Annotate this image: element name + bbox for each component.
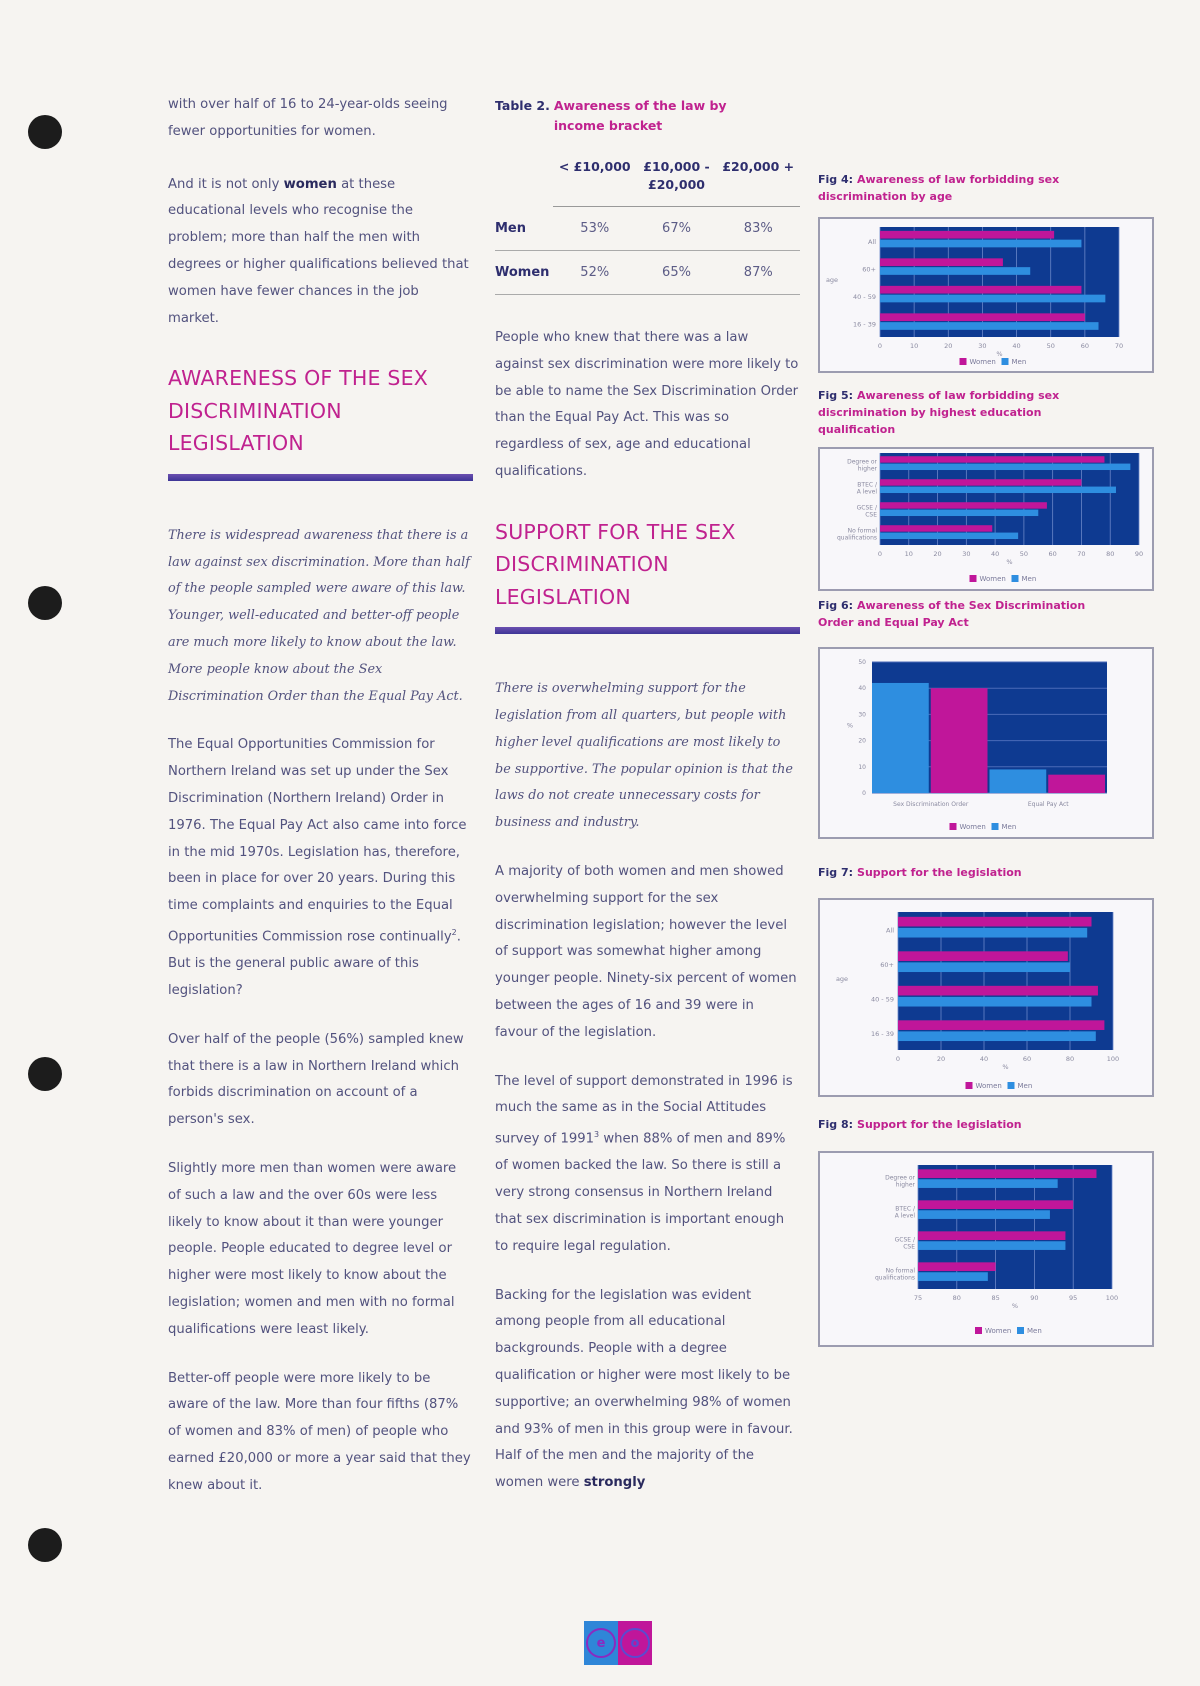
y-tick-label: 10 — [858, 763, 866, 771]
text: Backing for the legislation was evident among people from all educational backgrounds. People with a degree qualification or higher were most likely to be supportive; an overwhelming 98% of women and 93% of men in this group were in favour. Half of the men and the majority of the women were — [495, 1287, 793, 1491]
text: at these educational levels who recognise the problem; more than half the men with degrees or higher qualifications believed that women have fewer chances in the job market. — [168, 176, 469, 326]
x-tick-label: 40 — [990, 550, 1000, 558]
bar-men — [880, 295, 1105, 303]
paragraph: Over half of the people (56%) sampled knew that there is a law in Northern Ireland which forbids discrimination on account of a person's sex. — [168, 1031, 464, 1128]
x-tick-label: 90 — [1030, 1294, 1039, 1302]
table-cell: 83% — [717, 207, 801, 251]
fig8-svg — [820, 1153, 1152, 1345]
y-tick-label: 60+ — [862, 265, 876, 274]
y-tick-label: qualifications — [837, 534, 877, 542]
paragraph — [168, 732, 473, 1004]
y-tick-label: 20 — [858, 737, 866, 745]
fig6-chart — [818, 647, 1154, 839]
table-cell: 52% — [553, 251, 637, 295]
x-tick-label: 30 — [962, 550, 971, 558]
x-tick-label: 10 — [904, 550, 913, 558]
x-tick-label: Equal Pay Act — [1027, 801, 1069, 808]
bar-women — [898, 917, 1092, 927]
bar-women — [880, 525, 992, 531]
figure-label: Fig 7: — [818, 866, 854, 879]
bold-text: women — [283, 176, 337, 192]
x-tick-label: 0 — [895, 1055, 901, 1063]
bar-men — [880, 464, 1130, 470]
table-label: Table 2. — [495, 98, 550, 113]
middle-column — [495, 96, 800, 1519]
legend-swatch-men — [1002, 358, 1009, 365]
footnote-ref: 3 — [594, 1130, 600, 1140]
x-tick-label: 30 — [978, 342, 987, 350]
x-tick-label: 40 — [979, 1055, 989, 1063]
fig5-chart — [818, 447, 1154, 591]
table-cell: 53% — [553, 207, 637, 251]
bar-men — [918, 1272, 988, 1281]
bar-women — [1048, 775, 1105, 793]
x-axis-label: % — [1006, 558, 1013, 566]
y-tick-label: 40 - 59 — [852, 292, 876, 301]
bar-men — [918, 1210, 1050, 1219]
bar-women — [918, 1200, 1073, 1209]
paragraph — [495, 1283, 800, 1497]
figure-label: Fig 6: — [818, 599, 854, 612]
section-heading-support: SUPPORT FOR THE SEX DISCRIMINATION LEGISLATION — [495, 519, 736, 609]
bar-men — [880, 267, 1030, 275]
bar-men — [880, 510, 1038, 516]
fig4-svg — [820, 219, 1152, 371]
bar-women — [898, 1020, 1104, 1030]
bar-women — [880, 286, 1081, 294]
fig6-svg — [820, 649, 1152, 837]
x-tick-label: 20 — [933, 550, 942, 558]
punch-hole — [28, 115, 62, 149]
x-tick-label: 75 — [913, 1294, 923, 1302]
column-header: £20,000 + — [717, 158, 801, 207]
legend-label-men: Men — [1027, 1327, 1042, 1335]
bar-men — [898, 997, 1092, 1007]
y-tick-label: All — [885, 926, 894, 935]
y-tick-label: 16 - 39 — [852, 320, 876, 329]
y-tick-label: higher — [895, 1181, 915, 1189]
table-title: Awareness of the law by income bracket — [553, 98, 727, 133]
y-tick-label: No formal — [885, 1267, 915, 1275]
legend-label-women: Women — [969, 358, 996, 366]
bar-men — [880, 240, 1081, 248]
punch-hole — [28, 1528, 62, 1562]
x-tick-label: 100 — [1106, 1055, 1120, 1063]
paragraph: with over half of 16 to 24-year-olds seeing fewer opportunities for women. — [168, 97, 448, 139]
fig8-caption — [818, 1116, 1118, 1133]
y-tick-label: CSE — [865, 511, 877, 519]
bar-women — [918, 1231, 1065, 1240]
text: . But is the general public aware of this legislation? — [168, 929, 461, 999]
table-cell: 87% — [717, 251, 801, 295]
figure-title: Awareness of the Sex Discrimination Order and Equal Pay Act — [818, 599, 1086, 629]
y-tick-label: A level — [894, 1212, 915, 1220]
bar-women — [880, 313, 1085, 321]
x-tick-label: Sex Discrimination Order — [893, 801, 969, 808]
bar-men — [880, 533, 1018, 539]
legend-swatch-women — [960, 358, 967, 365]
legend-swatch-women — [966, 1082, 973, 1089]
bar-women — [880, 502, 1047, 508]
figure-title: Support for the legislation — [857, 866, 1022, 879]
figure-label: Fig 5: — [818, 389, 854, 402]
section-rule — [168, 474, 473, 481]
table-row — [495, 251, 800, 295]
y-axis-label: age — [835, 975, 849, 983]
y-tick-label: qualifications — [875, 1274, 915, 1282]
figure-label: Fig 8: — [818, 1118, 854, 1131]
x-tick-label: 10 — [910, 342, 919, 350]
x-tick-label: 40 — [1012, 342, 1021, 350]
x-axis-label: % — [996, 350, 1003, 358]
table-cell: 67% — [637, 207, 717, 251]
income-table — [495, 158, 800, 295]
legend-label-men: Men — [1011, 358, 1027, 366]
bar-men — [898, 1031, 1096, 1041]
bar-women — [931, 688, 988, 793]
figure-title: Awareness of law forbidding sex discrimination by highest education qualification — [818, 389, 1060, 436]
bar-women — [918, 1262, 996, 1271]
legend-label-men: Men — [1021, 575, 1037, 583]
fig7-caption — [818, 864, 1118, 881]
text: The level of support demonstrated in 1996 is much the same as in the Social Attitudes survey of 1991 — [495, 1073, 793, 1147]
punch-hole — [28, 1057, 62, 1091]
fig4-caption — [818, 171, 1118, 205]
bar-men — [918, 1179, 1058, 1188]
legend-label-women: Women — [975, 1082, 1002, 1090]
x-tick-label: 70 — [1077, 550, 1086, 558]
bar-women — [880, 456, 1104, 462]
legend-swatch-men — [1017, 1327, 1024, 1334]
fig8-chart — [818, 1151, 1154, 1347]
x-tick-label: 85 — [991, 1294, 1000, 1302]
bold-text: strongly — [583, 1475, 646, 1491]
y-tick-label: 50 — [858, 659, 866, 666]
legend-swatch-men — [1008, 1082, 1015, 1089]
paragraph: Better-off people were more likely to be aware of the law. More than four fifths (87% of women and 83% of men) of people who earned £20,000 or more a year said that they knew about it. — [168, 1370, 471, 1493]
legend-swatch-men — [1012, 575, 1019, 582]
bar-men — [990, 769, 1047, 793]
paragraph — [495, 1069, 800, 1261]
bar-men — [898, 928, 1087, 938]
x-tick-label: 100 — [1105, 1294, 1119, 1302]
section-rule — [495, 627, 800, 634]
x-tick-label: 0 — [877, 550, 883, 558]
bar-men — [898, 962, 1070, 972]
x-tick-label: 20 — [944, 342, 953, 350]
y-tick-label: 16 - 39 — [870, 1029, 894, 1038]
x-tick-label: 60 — [1022, 1055, 1032, 1063]
y-tick-label: BTEC / — [857, 481, 877, 489]
column-header: £10,000 - £20,000 — [637, 158, 717, 207]
x-tick-label: 50 — [1019, 550, 1029, 558]
legend-swatch-women — [950, 823, 957, 830]
fig5-caption — [818, 387, 1118, 438]
legend-label-men: Men — [1001, 823, 1017, 831]
logo-o-icon: o — [620, 1628, 650, 1658]
fig7-svg — [820, 900, 1152, 1095]
legend-swatch-women — [975, 1327, 982, 1334]
logo-e-icon: e — [586, 1628, 616, 1658]
table-row — [495, 207, 800, 251]
y-tick-label: higher — [857, 465, 877, 473]
text: And it is not only — [168, 176, 284, 192]
y-tick-label: Degree or — [847, 458, 877, 466]
x-tick-label: 80 — [952, 1294, 961, 1302]
logo-left-square — [584, 1621, 618, 1665]
bar-men — [872, 683, 929, 793]
bar-women — [898, 951, 1068, 961]
figure-title: Awareness of law forbidding sex discrimination by age — [818, 173, 1060, 203]
fig5-svg — [820, 449, 1152, 589]
legend-label-women: Women — [979, 575, 1006, 583]
y-tick-label: No formal — [847, 527, 877, 535]
y-tick-label: 0 — [862, 790, 866, 797]
y-tick-label: GCSE / — [856, 504, 877, 512]
x-tick-label: 0 — [877, 342, 883, 350]
left-column — [168, 92, 473, 1522]
y-tick-label: 60+ — [880, 960, 894, 969]
x-tick-label: 80 — [1065, 1055, 1075, 1063]
y-tick-label: 40 - 59 — [870, 995, 894, 1004]
bar-men — [918, 1241, 1065, 1250]
bar-women — [880, 479, 1081, 485]
bar-women — [880, 231, 1054, 239]
section-summary: There is widespread awareness that there is a law against sex discrimination. More than half of the people sampled were aware of this law. Younger, well-educated and better-off people are much more likely to know about the law. More people know about the Sex Discrimination Order than the Equal Pay Act. — [168, 527, 470, 704]
punch-hole — [28, 586, 62, 620]
y-tick-label: BTEC / — [895, 1205, 915, 1213]
x-tick-label: 95 — [1069, 1294, 1078, 1302]
x-tick-label: 60 — [1080, 342, 1089, 350]
x-axis-label: % — [1011, 1302, 1019, 1310]
legend-swatch-women — [970, 575, 977, 582]
x-tick-label: 60 — [1048, 550, 1057, 558]
section-summary: There is overwhelming support for the legislation from all quarters, but people with higher level qualifications are most likely to be supportive. The popular opinion is that the laws do not create unnecessary costs for business and industry. — [495, 681, 793, 831]
column-header: < £10,000 — [553, 158, 637, 207]
legend-label-men: Men — [1017, 1082, 1033, 1090]
y-tick-label: All — [867, 237, 876, 246]
paragraph: Slightly more men than women were aware of such a law and the over 60s were less likely to know about it than were younger people. People educated to degree level or higher were most likely to know about the legislation; women and men with no formal qualifications were least likely. — [168, 1161, 457, 1337]
table-corner — [495, 158, 553, 207]
text: when 88% of men and 89% of women backed the law. So there is still a very strong consensus in Northern Ireland that sex discrimination is important enough to require legal regulation. — [495, 1131, 786, 1254]
x-tick-label: 50 — [1046, 342, 1055, 350]
paragraph: A majority of both women and men showed overwhelming support for the sex discrimination legislation; however the level of support was somewhat higher among younger people. Ninety-six percent of women between the ages of 16 and 39 were in favour of the legislation. — [495, 864, 797, 1040]
section-heading-awareness: AWARENESS OF THE SEX DISCRIMINATION LEGISLATION — [168, 366, 428, 456]
text: The Equal Opportunities Commission for Northern Ireland was set up under the Sex Discrimination (Northern Ireland) Order in 1976. The Equal Pay Act also came into force in the mid 1970s. Legislation has, therefore, been in place for over 20 years. During this time complaints and enquiries to the Equal Opportunities Commission rose continually — [168, 737, 467, 945]
bar-women — [918, 1169, 1096, 1178]
y-tick-label: 40 — [858, 685, 866, 693]
logo-right-square — [618, 1621, 652, 1665]
legend-label-women: Women — [985, 1327, 1012, 1335]
fig7-chart — [818, 898, 1154, 1097]
figure-label: Fig 4: — [818, 173, 854, 186]
fig6-caption — [818, 597, 1118, 631]
bar-women — [880, 258, 1003, 266]
footnote-ref: 2 — [451, 928, 457, 938]
y-tick-label: A level — [856, 488, 877, 496]
x-axis-label: % — [1002, 1063, 1009, 1071]
bar-women — [898, 986, 1098, 996]
eoc-logo — [584, 1621, 652, 1665]
bar-men — [880, 322, 1099, 330]
bar-men — [880, 487, 1116, 493]
legend-label-women: Women — [959, 823, 986, 831]
paragraph: People who knew that there was a law against sex discrimination were more likely to be able to name the Sex Discrimination Order than the Equal Pay Act. This was so regardless of sex, age and educational qualifications. — [495, 330, 799, 479]
y-axis-label: age — [825, 276, 839, 284]
table-caption — [495, 96, 800, 136]
x-tick-label: 90 — [1134, 550, 1144, 558]
y-tick-label: 30 — [858, 711, 866, 719]
fig4-chart — [818, 217, 1154, 373]
figure-title: Support for the legislation — [857, 1118, 1022, 1131]
y-tick-label: Degree or — [885, 1174, 915, 1182]
legend-swatch-men — [992, 823, 999, 830]
paragraph — [168, 172, 473, 333]
y-tick-label: GCSE / — [894, 1236, 915, 1244]
y-axis-label: % — [846, 721, 854, 730]
y-tick-label: CSE — [903, 1243, 915, 1251]
x-tick-label: 80 — [1106, 550, 1115, 558]
x-tick-label: 20 — [936, 1055, 946, 1063]
row-header: Women — [495, 251, 553, 295]
x-tick-label: 70 — [1114, 342, 1124, 350]
row-header: Men — [495, 207, 553, 251]
table-header-row — [495, 158, 800, 207]
table-cell: 65% — [637, 251, 717, 295]
